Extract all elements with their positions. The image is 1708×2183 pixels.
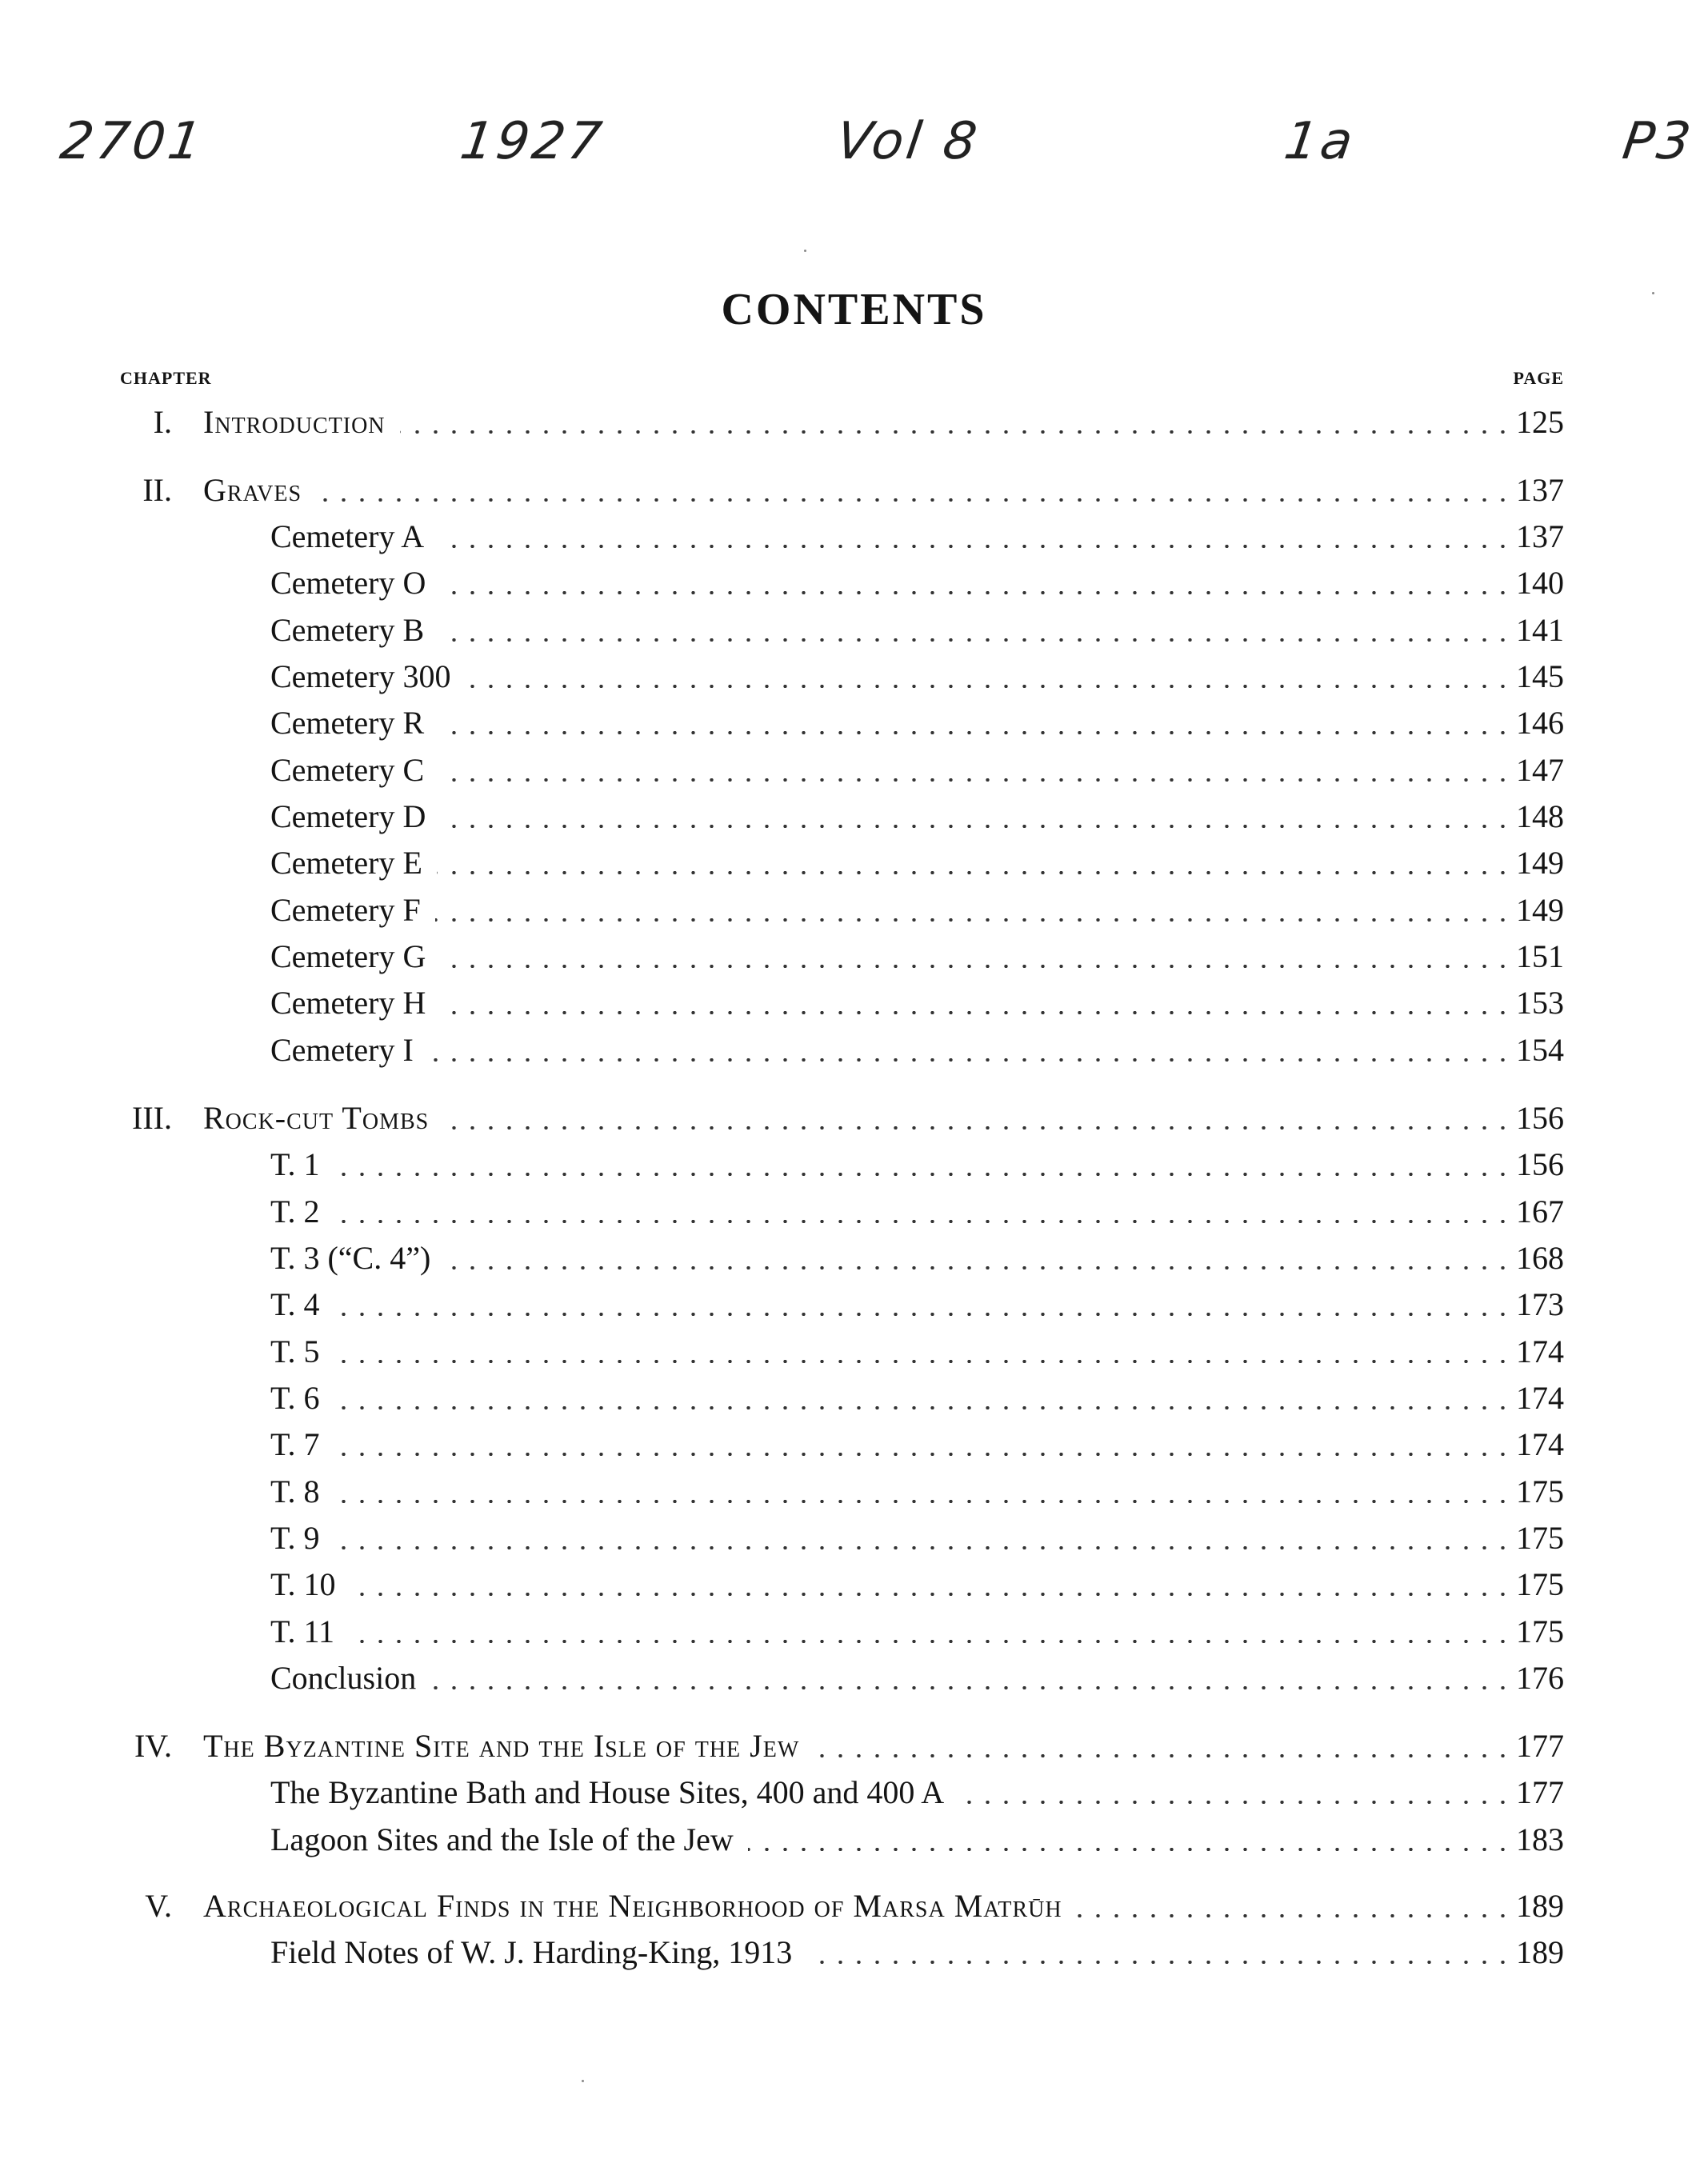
dot-leader <box>438 731 1512 734</box>
page-number: 189 <box>1516 1888 1564 1924</box>
section-title: T. 5 <box>270 1333 320 1369</box>
page-number: 153 <box>1516 985 1564 1021</box>
page-number: 149 <box>1516 892 1564 928</box>
toc-section-row <box>0 701 1708 746</box>
toc-section-row <box>0 1282 1708 1327</box>
page-number: 147 <box>1516 752 1564 788</box>
section-title: Cemetery E <box>270 845 422 881</box>
chapter-title: The Byzantine Site and the Isle of the Jew <box>203 1728 800 1764</box>
toc-section-row <box>0 981 1708 1026</box>
page-number: 156 <box>1516 1146 1564 1182</box>
page-number: 177 <box>1516 1774 1564 1810</box>
dot-leader <box>350 1593 1512 1596</box>
dot-leader <box>438 778 1512 782</box>
page-number: 146 <box>1516 705 1564 741</box>
page-number: 174 <box>1516 1426 1564 1462</box>
dot-leader <box>748 1848 1512 1851</box>
toc-section-row <box>0 608 1708 653</box>
section-title: Cemetery F <box>270 892 421 928</box>
section-title: T. 9 <box>270 1520 320 1556</box>
dot-leader <box>1077 1914 1512 1917</box>
dot-leader <box>435 918 1512 922</box>
section-title: T. 4 <box>270 1286 320 1322</box>
toc-section-row <box>0 794 1708 839</box>
toc-section-row <box>0 1609 1708 1654</box>
page-number: 137 <box>1516 518 1564 554</box>
toc-chapter-row <box>0 1096 1708 1141</box>
page-number: 189 <box>1516 1934 1564 1970</box>
toc-chapter-row <box>0 1884 1708 1929</box>
toc-section-row <box>0 1236 1708 1281</box>
page-number: 175 <box>1516 1566 1564 1602</box>
handwritten-note-part: 1a <box>1280 112 1360 171</box>
dot-leader <box>334 1546 1512 1549</box>
toc-section-row <box>0 841 1708 886</box>
page-number: 137 <box>1516 472 1564 508</box>
dot-leader <box>440 591 1512 594</box>
toc-section-row <box>0 888 1708 933</box>
page-number: 168 <box>1516 1240 1564 1276</box>
dot-leader <box>430 1686 1512 1689</box>
chapter-number: V. <box>145 1888 172 1924</box>
toc-section-row <box>0 1930 1708 1975</box>
section-title: Field Notes of W. J. Harding-King, 1913 <box>270 1934 793 1970</box>
dot-leader <box>440 1011 1512 1014</box>
dot-leader <box>438 638 1512 642</box>
chapter-number: I. <box>153 404 172 440</box>
section-title: T. 1 <box>270 1146 320 1182</box>
toc-section-row <box>0 514 1708 559</box>
section-title: The Byzantine Bath and House Sites, 400 and 400 A <box>270 1774 945 1810</box>
scan-speck <box>582 2080 584 2082</box>
section-title: Cemetery B <box>270 612 425 648</box>
scan-speck <box>1652 292 1654 294</box>
dot-leader <box>814 1754 1512 1757</box>
dot-leader <box>349 1640 1512 1643</box>
section-title: Cemetery I <box>270 1032 414 1068</box>
page-number: 145 <box>1516 658 1564 694</box>
page-number: 167 <box>1516 1193 1564 1229</box>
section-title: T. 3 (“C. 4”) <box>270 1240 431 1276</box>
page-column-header: PAGE <box>1513 368 1564 388</box>
section-title: T. 2 <box>270 1193 320 1229</box>
dot-leader <box>445 1266 1512 1269</box>
section-title: Cemetery O <box>270 565 426 601</box>
handwritten-note-volume: Vol 8 <box>832 112 984 171</box>
dot-leader <box>438 545 1512 548</box>
page-number: 183 <box>1516 1821 1564 1857</box>
toc-chapter-row <box>0 1724 1708 1769</box>
page-number: 174 <box>1516 1333 1564 1369</box>
page-number: 175 <box>1516 1613 1564 1649</box>
chapter-column-header: CHAPTER <box>120 368 212 388</box>
toc-chapter-row <box>0 468 1708 513</box>
toc-section-row <box>0 1817 1708 1862</box>
toc-section-row <box>0 1329 1708 1374</box>
toc-section-row <box>0 748 1708 793</box>
toc-section-row <box>0 934 1708 979</box>
page-number: 176 <box>1516 1660 1564 1696</box>
toc-section-row <box>0 1469 1708 1514</box>
chapter-title: Rock-cut Tombs <box>203 1100 430 1136</box>
chapter-number: IV. <box>134 1728 172 1764</box>
page-number: 175 <box>1516 1473 1564 1509</box>
scan-speck <box>804 250 806 252</box>
section-title: Conclusion <box>270 1660 417 1696</box>
toc-section-row <box>0 1189 1708 1234</box>
toc-section-row <box>0 1516 1708 1561</box>
page-number: 151 <box>1516 938 1564 974</box>
handwritten-note-page: P3 <box>1618 112 1698 171</box>
page-number: 175 <box>1516 1520 1564 1556</box>
dot-leader <box>806 1961 1512 1964</box>
page-number: 149 <box>1516 845 1564 881</box>
page-number: 125 <box>1516 404 1564 440</box>
page-number: 140 <box>1516 565 1564 601</box>
toc-section-row <box>0 1770 1708 1815</box>
toc-section-row <box>0 1376 1708 1421</box>
section-title: Cemetery R <box>270 705 425 741</box>
page-number: 141 <box>1516 612 1564 648</box>
toc-section-row <box>0 561 1708 606</box>
chapter-number: II. <box>142 472 172 508</box>
page-number: 148 <box>1516 798 1564 834</box>
dot-leader <box>334 1220 1512 1223</box>
dot-leader <box>437 871 1512 874</box>
page-title: CONTENTS <box>721 285 987 334</box>
dot-leader <box>334 1500 1512 1503</box>
section-title: Lagoon Sites and the Isle of the Jew <box>270 1821 734 1857</box>
dot-leader <box>466 685 1512 688</box>
dot-leader <box>334 1360 1512 1363</box>
toc-section-row <box>0 1562 1708 1607</box>
dot-leader <box>958 1801 1512 1804</box>
dot-leader <box>428 1058 1512 1062</box>
section-title: Cemetery D <box>270 798 426 834</box>
dot-leader <box>440 965 1512 968</box>
toc-section-row <box>0 1422 1708 1467</box>
dot-leader <box>334 1406 1512 1409</box>
section-title: Cemetery C <box>270 752 425 788</box>
section-title: T. 11 <box>270 1613 334 1649</box>
dot-leader <box>400 430 1512 434</box>
handwritten-note-catalog-number: 2701 <box>56 112 209 171</box>
toc-section-row <box>0 1656 1708 1701</box>
chapter-number: III. <box>132 1100 172 1136</box>
page-number: 177 <box>1516 1728 1564 1764</box>
section-title: Cemetery H <box>270 985 426 1021</box>
toc-section-row <box>0 1028 1708 1073</box>
section-title: Cemetery G <box>270 938 426 974</box>
dot-leader <box>334 1313 1512 1316</box>
section-title: T. 6 <box>270 1380 320 1416</box>
section-title: T. 8 <box>270 1473 320 1509</box>
section-title: Cemetery 300 <box>270 658 451 694</box>
toc-section-row <box>0 654 1708 699</box>
toc-section-row <box>0 1142 1708 1187</box>
page-number: 154 <box>1516 1032 1564 1068</box>
section-title: T. 7 <box>270 1426 320 1462</box>
dot-leader <box>443 1126 1512 1129</box>
dot-leader <box>334 1173 1512 1176</box>
chapter-title: Introduction <box>203 404 386 440</box>
chapter-title: Graves <box>203 472 302 508</box>
chapter-title: Archaeological Finds in the Neighborhood of Marsa Matrūh <box>203 1888 1062 1924</box>
section-title: Cemetery A <box>270 518 425 554</box>
handwritten-note-year: 1927 <box>456 112 609 171</box>
page-number: 156 <box>1516 1100 1564 1136</box>
dot-leader <box>334 1453 1512 1456</box>
dot-leader <box>440 825 1512 828</box>
page-number: 174 <box>1516 1380 1564 1416</box>
dot-leader <box>316 498 1512 502</box>
section-title: T. 10 <box>270 1566 336 1602</box>
page-number: 173 <box>1516 1286 1564 1322</box>
toc-chapter-row <box>0 400 1708 445</box>
